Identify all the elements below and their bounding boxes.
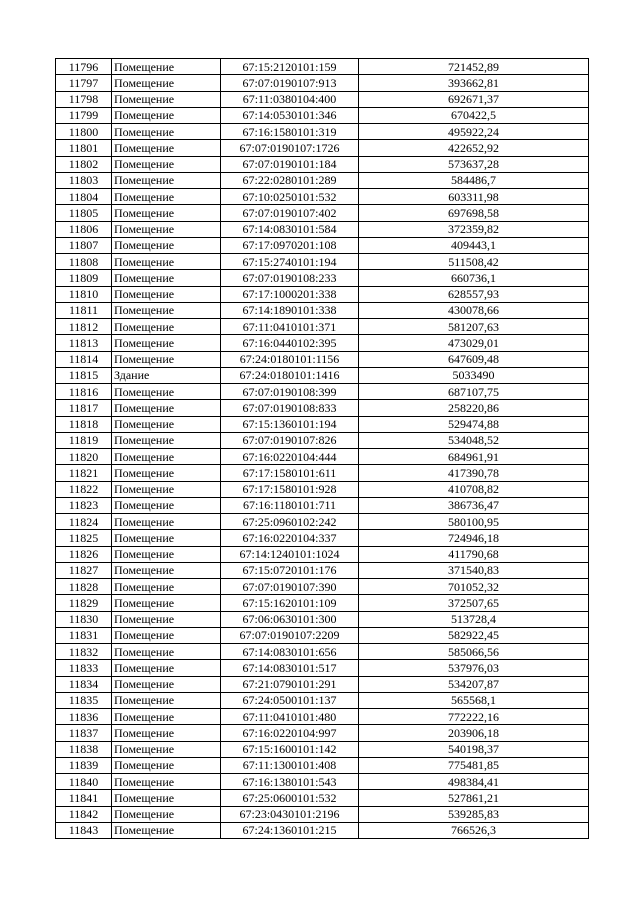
cadastral-value-cell: 513728,4 <box>359 611 589 627</box>
cadastral-value-cell: 647609,48 <box>359 351 589 367</box>
cadastral-number-cell: 67:07:0190101:184 <box>221 156 359 172</box>
cadastral-number-cell: 67:23:0430101:2196 <box>221 806 359 822</box>
cadastral-number-cell: 67:16:1180101:711 <box>221 497 359 513</box>
row-number-cell: 11804 <box>56 189 112 205</box>
table-row <box>56 741 589 757</box>
object-type-cell: Помещение <box>112 806 221 822</box>
object-type-cell: Помещение <box>112 514 221 530</box>
cadastral-number-cell: 67:15:1600101:142 <box>221 741 359 757</box>
cadastral-number-cell: 67:07:0190108:833 <box>221 400 359 416</box>
cadastral-number-cell: 67:17:1000201:338 <box>221 286 359 302</box>
cadastral-value-cell: 660736,1 <box>359 270 589 286</box>
cadastral-number-cell: 67:15:1360101:194 <box>221 416 359 432</box>
cadastral-number-cell: 67:07:0190107:913 <box>221 75 359 91</box>
cadastral-value-cell: 582922,45 <box>359 627 589 643</box>
table-row <box>56 611 589 627</box>
table-row <box>56 384 589 400</box>
cadastral-number-cell: 67:16:0440102:395 <box>221 335 359 351</box>
row-number-cell: 11806 <box>56 221 112 237</box>
cadastral-value-cell: 581207,63 <box>359 319 589 335</box>
cadastral-number-cell: 67:11:0380104:400 <box>221 91 359 107</box>
cadastral-number-cell: 67:07:0190107:1726 <box>221 140 359 156</box>
row-number-cell: 11802 <box>56 156 112 172</box>
cadastral-value-cell: 697698,58 <box>359 205 589 221</box>
row-number-cell: 11830 <box>56 611 112 627</box>
cadastral-number-cell: 67:07:0190107:826 <box>221 432 359 448</box>
table-row <box>56 75 589 91</box>
row-number-cell: 11799 <box>56 107 112 123</box>
cadastral-number-cell: 67:17:1580101:928 <box>221 481 359 497</box>
row-number-cell: 11823 <box>56 497 112 513</box>
row-number-cell: 11816 <box>56 384 112 400</box>
cadastral-number-cell: 67:25:0960102:242 <box>221 514 359 530</box>
table-row <box>56 254 589 270</box>
cadastral-number-cell: 67:11:0410101:480 <box>221 709 359 725</box>
cadastral-value-cell: 539285,83 <box>359 806 589 822</box>
table-row <box>56 400 589 416</box>
object-type-cell: Помещение <box>112 546 221 562</box>
cadastral-value-cell: 258220,86 <box>359 400 589 416</box>
row-number-cell: 11813 <box>56 335 112 351</box>
cadastral-value-cell: 498384,41 <box>359 774 589 790</box>
row-number-cell: 11798 <box>56 91 112 107</box>
cadastral-value-cell: 670422,5 <box>359 107 589 123</box>
table-row <box>56 692 589 708</box>
object-type-cell: Помещение <box>112 221 221 237</box>
row-number-cell: 11801 <box>56 140 112 156</box>
table-row <box>56 286 589 302</box>
object-type-cell: Помещение <box>112 432 221 448</box>
row-number-cell: 11817 <box>56 400 112 416</box>
cadastral-number-cell: 67:07:0190108:233 <box>221 270 359 286</box>
table-row <box>56 806 589 822</box>
cadastral-value-cell: 724946,18 <box>359 530 589 546</box>
cadastral-value-cell: 495922,24 <box>359 124 589 140</box>
object-type-cell: Помещение <box>112 497 221 513</box>
cadastral-value-cell: 772222,16 <box>359 709 589 725</box>
cadastral-value-cell: 473029,01 <box>359 335 589 351</box>
cadastral-value-cell: 540198,37 <box>359 741 589 757</box>
object-type-cell: Помещение <box>112 172 221 188</box>
object-type-cell: Помещение <box>112 416 221 432</box>
table-row <box>56 124 589 140</box>
table-row <box>56 449 589 465</box>
row-number-cell: 11811 <box>56 302 112 318</box>
table-row <box>56 562 589 578</box>
object-type-cell: Помещение <box>112 140 221 156</box>
table-row <box>56 221 589 237</box>
row-number-cell: 11836 <box>56 709 112 725</box>
object-type-cell: Помещение <box>112 189 221 205</box>
object-type-cell: Помещение <box>112 822 221 838</box>
table-row <box>56 205 589 221</box>
cadastral-number-cell: 67:07:0190107:402 <box>221 205 359 221</box>
table-row <box>56 627 589 643</box>
table-row <box>56 595 589 611</box>
cadastral-number-cell: 67:07:0190107:390 <box>221 579 359 595</box>
row-number-cell: 11796 <box>56 59 112 75</box>
table-row <box>56 416 589 432</box>
cadastral-number-cell: 67:14:1240101:1024 <box>221 546 359 562</box>
object-type-cell: Помещение <box>112 286 221 302</box>
table-row <box>56 481 589 497</box>
table-row <box>56 774 589 790</box>
object-type-cell: Помещение <box>112 384 221 400</box>
table-row <box>56 302 589 318</box>
object-type-cell: Помещение <box>112 757 221 773</box>
table-row <box>56 579 589 595</box>
cadastral-number-cell: 67:14:0830101:517 <box>221 660 359 676</box>
cadastral-number-cell: 67:14:0530101:346 <box>221 107 359 123</box>
table-row <box>56 709 589 725</box>
cadastral-number-cell: 67:07:0190107:2209 <box>221 627 359 643</box>
object-type-cell: Помещение <box>112 790 221 806</box>
object-type-cell: Помещение <box>112 709 221 725</box>
row-number-cell: 11814 <box>56 351 112 367</box>
table-row <box>56 660 589 676</box>
cadastral-value-cell: 527861,21 <box>359 790 589 806</box>
object-type-cell: Помещение <box>112 774 221 790</box>
object-type-cell: Помещение <box>112 91 221 107</box>
cadastral-number-cell: 67:24:0180101:1156 <box>221 351 359 367</box>
object-type-cell: Помещение <box>112 481 221 497</box>
table-row <box>56 676 589 692</box>
row-number-cell: 11812 <box>56 319 112 335</box>
cadastral-number-cell: 67:16:0220104:337 <box>221 530 359 546</box>
cadastral-number-cell: 67:16:0220104:997 <box>221 725 359 741</box>
object-type-cell: Здание <box>112 367 221 383</box>
row-number-cell: 11838 <box>56 741 112 757</box>
object-type-cell: Помещение <box>112 237 221 253</box>
object-type-cell: Помещение <box>112 254 221 270</box>
cadastral-number-cell: 67:21:0790101:291 <box>221 676 359 692</box>
row-number-cell: 11818 <box>56 416 112 432</box>
cadastral-value-cell: 721452,89 <box>359 59 589 75</box>
object-type-cell: Помещение <box>112 205 221 221</box>
object-type-cell: Помещение <box>112 319 221 335</box>
table-row <box>56 725 589 741</box>
row-number-cell: 11819 <box>56 432 112 448</box>
cadastral-number-cell: 67:16:1380101:543 <box>221 774 359 790</box>
table-row <box>56 156 589 172</box>
row-number-cell: 11822 <box>56 481 112 497</box>
cadastral-value-cell: 372359,82 <box>359 221 589 237</box>
table-row <box>56 107 589 123</box>
row-number-cell: 11803 <box>56 172 112 188</box>
row-number-cell: 11824 <box>56 514 112 530</box>
row-number-cell: 11821 <box>56 465 112 481</box>
cadastral-value-cell: 565568,1 <box>359 692 589 708</box>
object-type-cell: Помещение <box>112 335 221 351</box>
object-type-cell: Помещение <box>112 644 221 660</box>
cadastral-number-cell: 67:14:1890101:338 <box>221 302 359 318</box>
object-type-cell: Помещение <box>112 676 221 692</box>
row-number-cell: 11827 <box>56 562 112 578</box>
cadastral-value-cell: 529474,88 <box>359 416 589 432</box>
cadastral-number-cell: 67:06:0630101:300 <box>221 611 359 627</box>
cadastral-number-cell: 67:15:1620101:109 <box>221 595 359 611</box>
cadastral-number-cell: 67:11:1300101:408 <box>221 757 359 773</box>
table-row <box>56 189 589 205</box>
table-row <box>56 757 589 773</box>
cadastral-value-cell: 534207,87 <box>359 676 589 692</box>
cadastral-number-cell: 67:10:0250101:532 <box>221 189 359 205</box>
cadastral-value-cell: 511508,42 <box>359 254 589 270</box>
table-row <box>56 465 589 481</box>
cadastral-number-cell: 67:11:0410101:371 <box>221 319 359 335</box>
row-number-cell: 11825 <box>56 530 112 546</box>
cadastral-number-cell: 67:14:0830101:656 <box>221 644 359 660</box>
object-type-cell: Помещение <box>112 741 221 757</box>
cadastral-value-cell: 430078,66 <box>359 302 589 318</box>
cadastral-value-cell: 580100,95 <box>359 514 589 530</box>
row-number-cell: 11808 <box>56 254 112 270</box>
object-type-cell: Помещение <box>112 611 221 627</box>
row-number-cell: 11842 <box>56 806 112 822</box>
cadastral-number-cell: 67:24:0180101:1416 <box>221 367 359 383</box>
cadastral-number-cell: 67:15:2740101:194 <box>221 254 359 270</box>
cadastral-value-cell: 573637,28 <box>359 156 589 172</box>
row-number-cell: 11809 <box>56 270 112 286</box>
row-number-cell: 11805 <box>56 205 112 221</box>
cadastral-value-cell: 409443,1 <box>359 237 589 253</box>
cadastral-value-cell: 5033490 <box>359 367 589 383</box>
cadastral-value-cell: 422652,92 <box>359 140 589 156</box>
object-type-cell: Помещение <box>112 627 221 643</box>
object-type-cell: Помещение <box>112 107 221 123</box>
table-row <box>56 530 589 546</box>
row-number-cell: 11826 <box>56 546 112 562</box>
table-row <box>56 91 589 107</box>
row-number-cell: 11829 <box>56 595 112 611</box>
object-type-cell: Помещение <box>112 302 221 318</box>
object-type-cell: Помещение <box>112 660 221 676</box>
table-row <box>56 172 589 188</box>
cadastral-number-cell: 67:17:1580101:611 <box>221 465 359 481</box>
cadastral-number-cell: 67:16:0220104:444 <box>221 449 359 465</box>
cadastral-value-cell: 537976,03 <box>359 660 589 676</box>
cadastral-value-cell: 584486,7 <box>359 172 589 188</box>
object-type-cell: Помещение <box>112 562 221 578</box>
cadastral-number-cell: 67:17:0970201:108 <box>221 237 359 253</box>
object-type-cell: Помещение <box>112 156 221 172</box>
cadastral-value-cell: 372507,65 <box>359 595 589 611</box>
row-number-cell: 11797 <box>56 75 112 91</box>
cadastral-value-cell: 603311,98 <box>359 189 589 205</box>
object-type-cell: Помещение <box>112 270 221 286</box>
row-number-cell: 11807 <box>56 237 112 253</box>
cadastral-value-cell: 203906,18 <box>359 725 589 741</box>
table-row <box>56 270 589 286</box>
row-number-cell: 11832 <box>56 644 112 660</box>
cadastral-value-cell: 628557,93 <box>359 286 589 302</box>
table-row <box>56 790 589 806</box>
row-number-cell: 11835 <box>56 692 112 708</box>
row-number-cell: 11810 <box>56 286 112 302</box>
object-type-cell: Помещение <box>112 124 221 140</box>
table-row <box>56 546 589 562</box>
table-row <box>56 319 589 335</box>
cadastral-number-cell: 67:25:0600101:532 <box>221 790 359 806</box>
cadastral-value-cell: 534048,52 <box>359 432 589 448</box>
object-type-cell: Помещение <box>112 692 221 708</box>
table-row <box>56 140 589 156</box>
cadastral-number-cell: 67:24:1360101:215 <box>221 822 359 838</box>
cadastral-value-cell: 585066,56 <box>359 644 589 660</box>
cadastral-value-cell: 692671,37 <box>359 91 589 107</box>
object-type-cell: Помещение <box>112 75 221 91</box>
object-type-cell: Помещение <box>112 579 221 595</box>
cadastral-number-cell: 67:24:0500101:137 <box>221 692 359 708</box>
row-number-cell: 11833 <box>56 660 112 676</box>
cadastral-value-cell: 417390,78 <box>359 465 589 481</box>
cadastral-value-cell: 386736,47 <box>359 497 589 513</box>
row-number-cell: 11831 <box>56 627 112 643</box>
cadastral-value-cell: 393662,81 <box>359 75 589 91</box>
cadastral-number-cell: 67:15:0720101:176 <box>221 562 359 578</box>
cadastral-number-cell: 67:16:1580101:319 <box>221 124 359 140</box>
row-number-cell: 11841 <box>56 790 112 806</box>
object-type-cell: Помещение <box>112 465 221 481</box>
table-row <box>56 497 589 513</box>
table-row <box>56 644 589 660</box>
registry-table <box>55 58 589 839</box>
table-row <box>56 335 589 351</box>
object-type-cell: Помещение <box>112 725 221 741</box>
table-row <box>56 432 589 448</box>
cadastral-value-cell: 371540,83 <box>359 562 589 578</box>
cadastral-number-cell: 67:15:2120101:159 <box>221 59 359 75</box>
cadastral-value-cell: 410708,82 <box>359 481 589 497</box>
object-type-cell: Помещение <box>112 449 221 465</box>
row-number-cell: 11837 <box>56 725 112 741</box>
cadastral-value-cell: 775481,85 <box>359 757 589 773</box>
table-row <box>56 59 589 75</box>
row-number-cell: 11843 <box>56 822 112 838</box>
row-number-cell: 11820 <box>56 449 112 465</box>
table-row <box>56 822 589 838</box>
table-row <box>56 351 589 367</box>
table-row <box>56 514 589 530</box>
cadastral-value-cell: 701052,32 <box>359 579 589 595</box>
table-row <box>56 237 589 253</box>
cadastral-value-cell: 411790,68 <box>359 546 589 562</box>
registry-table-body <box>56 59 589 839</box>
object-type-cell: Помещение <box>112 351 221 367</box>
object-type-cell: Помещение <box>112 400 221 416</box>
cadastral-value-cell: 684961,91 <box>359 449 589 465</box>
object-type-cell: Помещение <box>112 530 221 546</box>
cadastral-number-cell: 67:14:0830101:584 <box>221 221 359 237</box>
row-number-cell: 11840 <box>56 774 112 790</box>
cadastral-value-cell: 766526,3 <box>359 822 589 838</box>
object-type-cell: Помещение <box>112 595 221 611</box>
table-row <box>56 367 589 383</box>
object-type-cell: Помещение <box>112 59 221 75</box>
row-number-cell: 11815 <box>56 367 112 383</box>
cadastral-value-cell: 687107,75 <box>359 384 589 400</box>
row-number-cell: 11834 <box>56 676 112 692</box>
cadastral-number-cell: 67:07:0190108:399 <box>221 384 359 400</box>
cadastral-number-cell: 67:22:0280101:289 <box>221 172 359 188</box>
row-number-cell: 11800 <box>56 124 112 140</box>
row-number-cell: 11839 <box>56 757 112 773</box>
row-number-cell: 11828 <box>56 579 112 595</box>
